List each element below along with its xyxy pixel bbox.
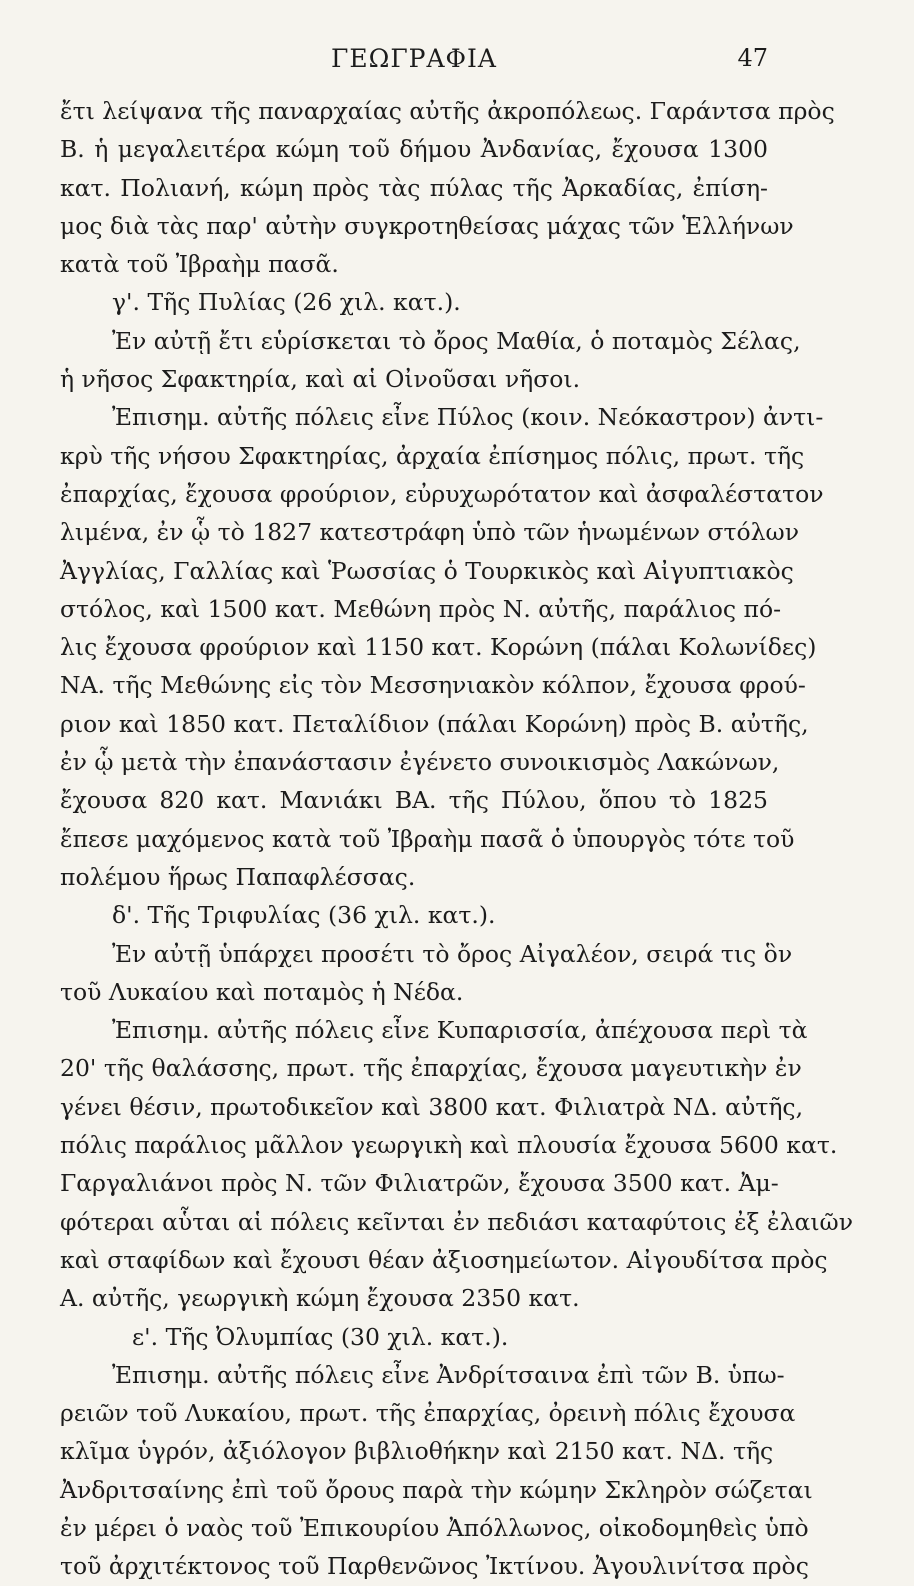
text-line: ρειῶν τοῦ Λυκαίου, πρωτ. τῆς ἐπαρχίας, ὀρεινὴ πόλις ἔχουσα	[60, 1399, 796, 1428]
text-line: Ἐπισημ. αὐτῆς πόλεις εἶνε Κυπαρισσία, ἀπέχουσα περὶ τὰ	[112, 1016, 808, 1045]
text-line: Ἐν αὐτῇ ὑπάρχει προσέτι τὸ ὄρος Αἰγαλέον, σειρά τις ὃν	[112, 939, 793, 968]
text-line: Α. αὐτῆς, γεωργικὴ κώμη ἔχουσα 2350 κατ.	[60, 1284, 580, 1313]
text-line: ἔπεσε μαχόμενος κατὰ τοῦ Ἰβραὴμ πασᾶ ὁ ὑπουργὸς τότε τοῦ	[60, 824, 795, 853]
text-line: γένει θέσιν, πρωτοδικεῖον καὶ 3800 κατ. Φιλιατρὰ ΝΔ. αὐτῆς,	[60, 1092, 804, 1121]
text-line: ἔτι λείψανα τῆς παναρχαίας αὐτῆς ἀκροπόλεως. Γαράντσα πρὸς	[60, 97, 835, 125]
text-line: Ἐπισημ. αὐτῆς πόλεις εἶνε Ἀνδρίτσαινα ἐπὶ τῶν Β. ὑπω-	[112, 1360, 785, 1389]
text-line: κρὺ τῆς νήσου Σφακτηρίας, ἀρχαία ἐπίσημος πόλις, πρωτ. τῆς	[60, 441, 805, 470]
text-line: φότεραι αὗται αἱ πόλεις κεῖνται ἐν πεδιάσι καταφύτοις ἐξ ἐλαιῶν	[60, 1207, 853, 1236]
text-line: ριον καὶ 1850 κατ. Πεταλίδιον (πάλαι Κορώνη) πρὸς Β. αὐτῆς,	[60, 709, 809, 738]
text-line: καὶ σταφίδων καὶ ἔχουσι θέαν ἀξιοσημείωτον. Αἰγουδίτσα πρὸς	[60, 1245, 828, 1274]
text-line: δ'. Τῆς Τριφυλίας (36 χιλ. κατ.).	[112, 901, 496, 930]
text-line: ε'. Τῆς Ὀλυμπίας (30 χιλ. κατ.).	[132, 1322, 509, 1351]
text-line: Ἐν αὐτῇ ἔτι εὑρίσκεται τὸ ὄρος Μαθία, ὁ ποταμὸς Σέλας,	[112, 326, 801, 355]
text-line: λιμένα, ἐν ᾧ τὸ 1827 κατεστράφη ὑπὸ τῶν ἡνωμένων στόλων	[60, 518, 799, 547]
text-line: κατ. Πολιανή, κώμη πρὸς τὰς πύλας τῆς Ἀρκαδίας, ἐπίση-	[60, 173, 768, 202]
text-line: Ἀνδριτσαίνης ἐπὶ τοῦ ὄρους παρὰ τὴν κώμην Σκληρὸν σώζεται	[60, 1475, 813, 1504]
text-line: τοῦ ἀρχιτέκτονος τοῦ Παρθενῶνος Ἰκτίνου. Ἀγουλινίτσα πρὸς	[60, 1552, 809, 1581]
text-line: κλῖμα ὑγρόν, ἀξιόλογον βιβλιοθήκην καὶ 2150 κατ. ΝΔ. τῆς	[60, 1437, 774, 1466]
body-text	[60, 92, 853, 1586]
page-number: 47	[737, 44, 768, 72]
text-line: τοῦ Λυκαίου καὶ ποταμὸς ἡ Νέδα.	[60, 977, 464, 1006]
page-header	[60, 44, 768, 84]
running-title: ΓΕΩΓΡΑΦΙΑ	[331, 44, 497, 73]
text-line: Β. ἡ μεγαλειτέρα κώμη τοῦ δήμου Ἀνδανίας, ἔχουσα 1300	[60, 135, 768, 164]
text-line: 20' τῆς θαλάσσης, πρωτ. τῆς ἐπαρχίας, ἔχουσα μαγευτικὴν ἐν	[60, 1054, 802, 1083]
text-line: ΝΑ. τῆς Μεθώνης εἰς τὸν Μεσσηνιακὸν κόλπον, ἔχουσα φρού-	[60, 671, 806, 700]
text-line: μος διὰ τὰς παρ' αὐτὴν συγκροτηθείσας μάχας τῶν Ἑλλήνων	[60, 211, 794, 240]
text-line: πόλις παράλιος μᾶλλον γεωργικὴ καὶ πλουσία ἔχουσα 5600 κατ.	[60, 1131, 838, 1160]
text-line: γ'. Τῆς Πυλίας (26 χιλ. κατ.).	[112, 288, 461, 317]
text-line: ἡ νῆσος Σφακτηρία, καὶ αἱ Οἰνοῦσαι νῆσοι.	[60, 365, 581, 394]
text-line: Ἀγγλίας, Γαλλίας καὶ Ῥωσσίας ὁ Τουρκικὸς καὶ Αἰγυπτιακὸς	[60, 556, 794, 585]
text-line: Ἐπισημ. αὐτῆς πόλεις εἶνε Πύλος (κοιν. Νεόκαστρον) ἀντι-	[112, 403, 824, 432]
text-line: ἐπαρχίας, ἔχουσα φρούριον, εὐρυχωρότατον καὶ ἀσφαλέστατον	[60, 479, 824, 508]
text-line: ἐν μέρει ὁ ναὸς τοῦ Ἐπικουρίου Ἀπόλλωνος, οἰκοδομηθεὶς ὑπὸ	[60, 1513, 809, 1542]
text-line: κατὰ τοῦ Ἰβραὴμ πασᾶ.	[60, 250, 339, 279]
text-line: λις ἔχουσα φρούριον καὶ 1150 κατ. Κορώνη (πάλαι Κολωνίδες)	[60, 633, 817, 662]
text-line: πολέμου ἥρως Παπαφλέσσας.	[60, 862, 416, 891]
text-line: ἔχουσα 820 κατ. Μανιάκι ΒΑ. τῆς Πύλου, ὅπου τὸ 1825	[60, 786, 768, 815]
text-line: Γαργαλιάνοι πρὸς Ν. τῶν Φιλιατρῶν, ἔχουσα 3500 κατ. Ἀμ-	[60, 1169, 779, 1198]
text-line: στόλος, καὶ 1500 κατ. Μεθώνη πρὸς Ν. αὐτῆς, παράλιος πό-	[60, 594, 782, 623]
text-line: ἐν ᾧ μετὰ τὴν ἐπανάστασιν ἐγένετο συνοικισμὸς Λακώνων,	[60, 748, 780, 777]
